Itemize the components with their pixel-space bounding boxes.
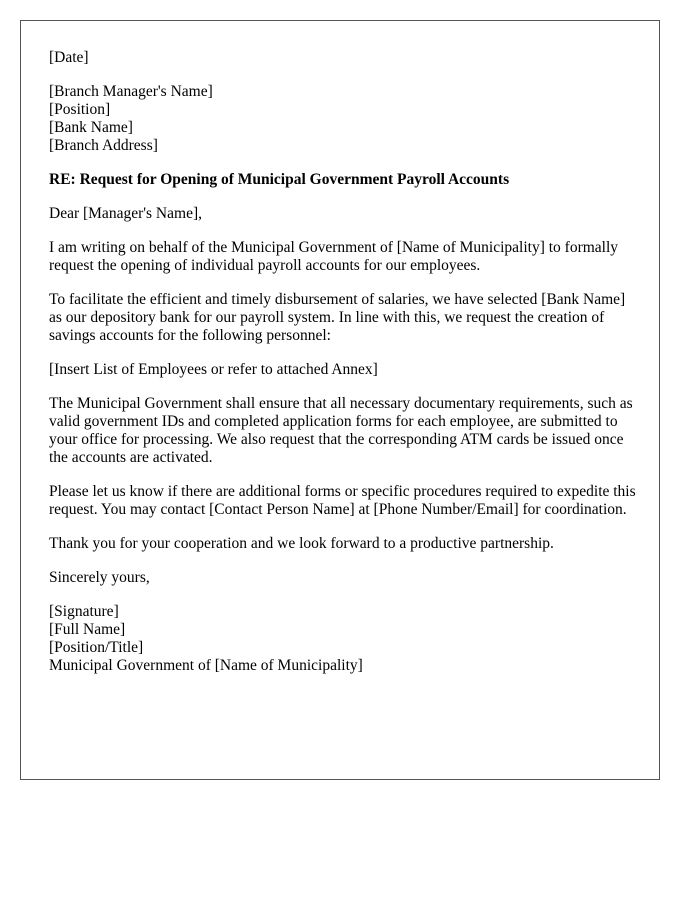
body-paragraph-contact: Please let us know if there are additional forms or specific procedures required to expedite this request. You may contact [Contact Person Name] at [Phone Number/Email] for coordination. — [49, 483, 636, 518]
recipient-name: [Branch Manager's Name] — [49, 83, 213, 100]
recipient-address: [Branch Address] — [49, 137, 158, 154]
letter-page — [20, 20, 660, 780]
body-paragraph-intro: I am writing on behalf of the Municipal Government of [Name of Municipality] to formally request the opening of individual payroll accounts for our employees. — [49, 239, 619, 274]
signer-organization: Municipal Government of [Name of Municipality] — [49, 657, 363, 674]
signature-block — [49, 603, 639, 675]
letter-date: [Date] — [49, 49, 89, 66]
signature-placeholder: [Signature] — [49, 603, 119, 620]
body-paragraph-purpose: To facilitate the efficient and timely disbursement of salaries, we have selected [Bank Name] as our depository bank for our payroll system. In line with this, we request the creation of savings accounts for the following personnel: — [49, 291, 626, 344]
closing: Sincerely yours, — [49, 569, 150, 586]
letter-body — [49, 49, 639, 691]
salutation: Dear [Manager's Name], — [49, 205, 202, 222]
recipient-bank: [Bank Name] — [49, 119, 133, 136]
body-paragraph-thanks: Thank you for your cooperation and we look forward to a productive partnership. — [49, 535, 554, 552]
body-paragraph-requirements: The Municipal Government shall ensure that all necessary documentary requirements, such as valid government IDs and completed application forms for each employee, are submitted to your office for processing. We also request that the corresponding ATM cards be issued once the accounts are activated. — [49, 395, 633, 466]
signer-title: [Position/Title] — [49, 639, 144, 656]
signer-full-name: [Full Name] — [49, 621, 126, 638]
body-paragraph-employee-list: [Insert List of Employees or refer to attached Annex] — [49, 361, 378, 378]
subject-line: RE: Request for Opening of Municipal Government Payroll Accounts — [49, 171, 510, 188]
recipient-position: [Position] — [49, 101, 111, 118]
recipient-block — [49, 83, 639, 155]
